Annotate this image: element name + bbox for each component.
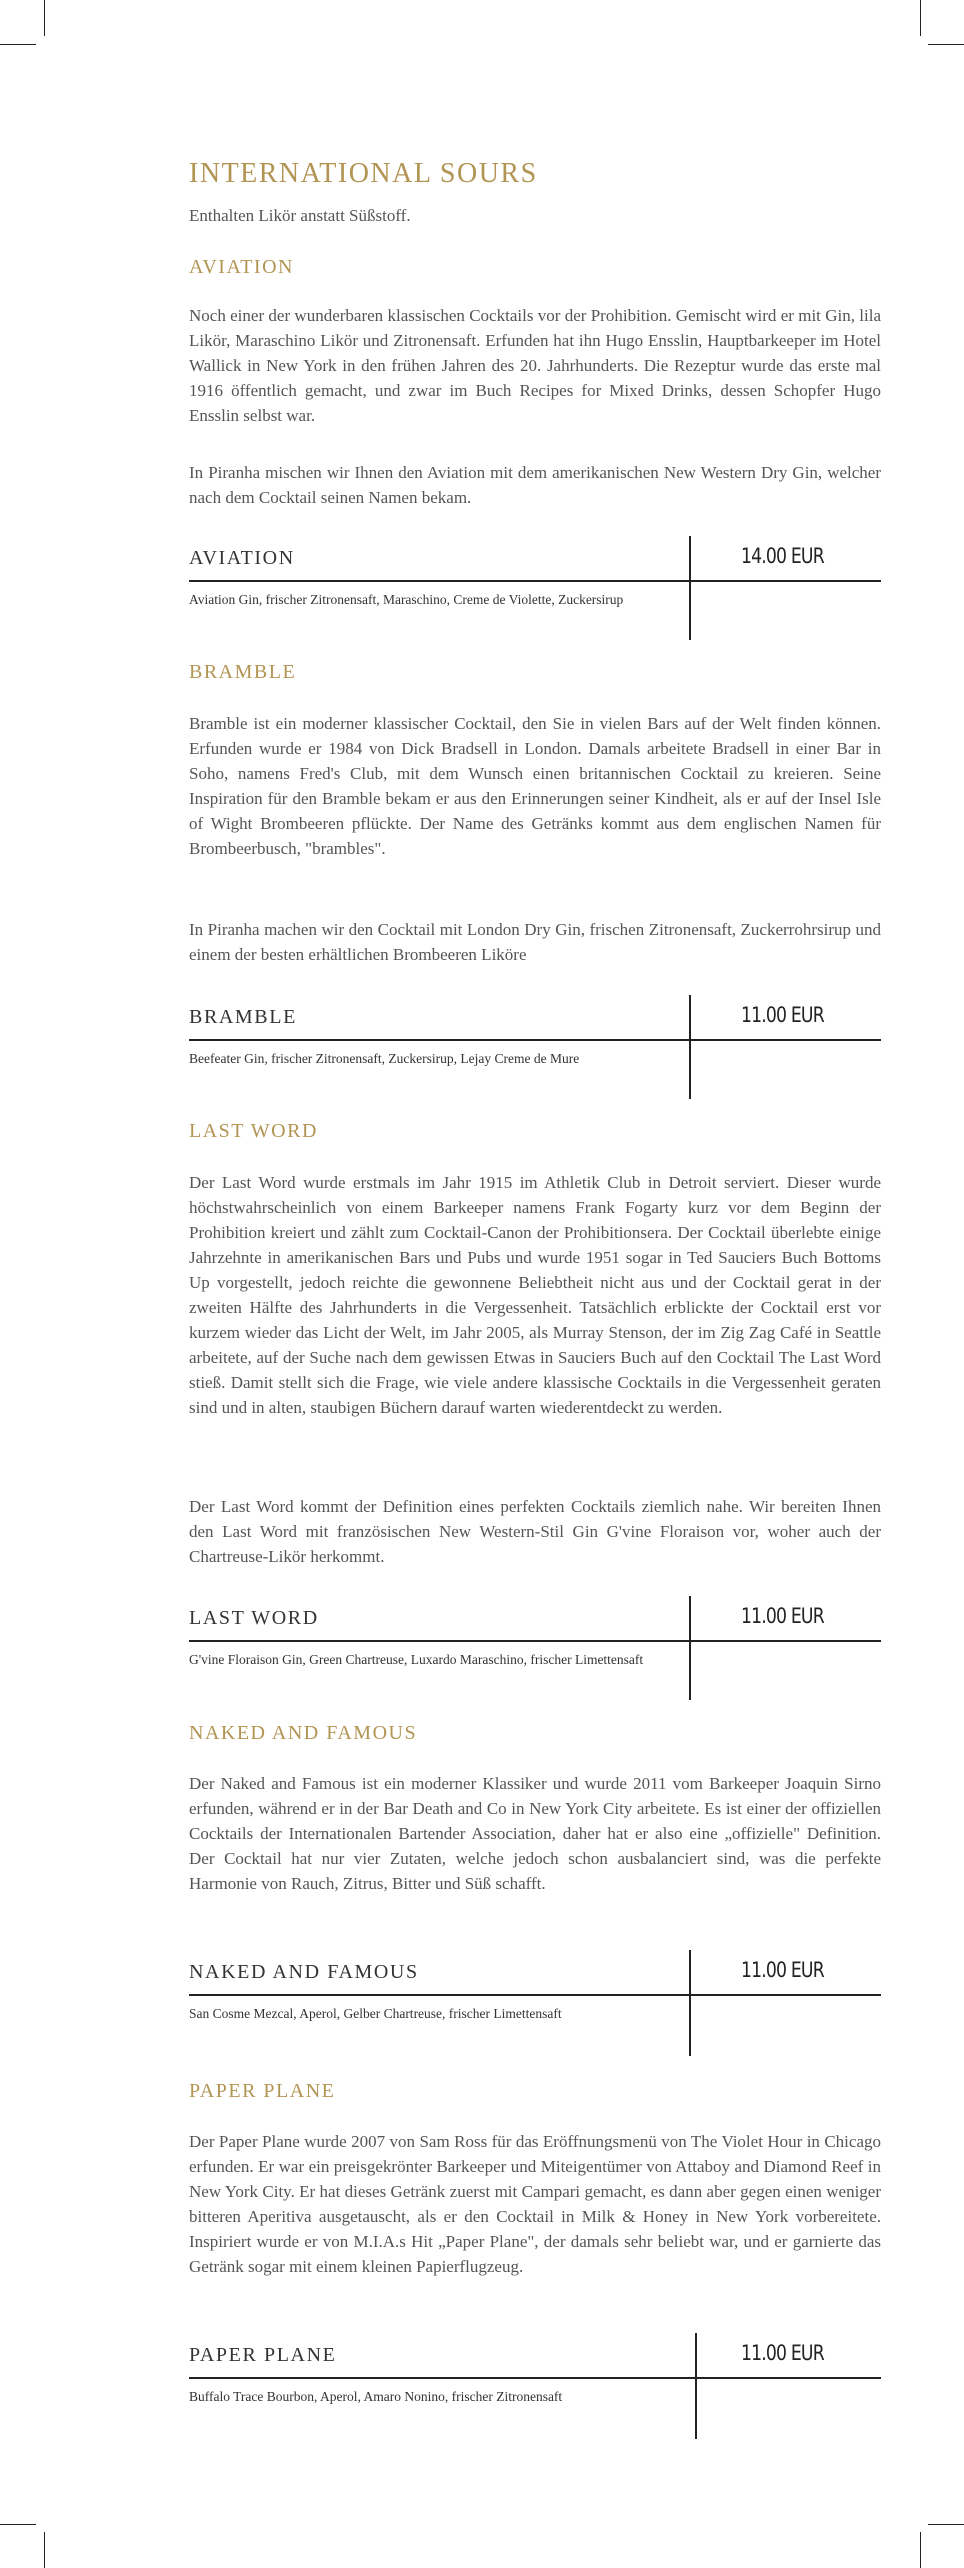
- item-ingredients: San Cosme Mezcal, Aperol, Gelber Chartreuse, frischer Limettensaft: [189, 2006, 562, 2021]
- divider: [189, 1039, 881, 1041]
- section-heading-last-word: LAST WORD: [189, 1120, 318, 1142]
- section-paragraph: Noch einer der wunderbaren klassischen Cocktails vor der Prohibition. Gemischt wird er mit Gin, lila Likör, Maraschino Likör und Zitronensaft. Erfunden hat ihn Hugo Ensslin, Hauptbarkeeper im Hotel Wallick in New York in den frühen Jahren des 20. Jahrhunderts. Die Rezeptur wurde das erste mal 1916 öffentlich gemacht, und zwar im Buch Recipes for Mixed Drinks, dessen Schopfer Hugo Ensslin selbst war.: [189, 306, 881, 425]
- divider: [695, 2333, 697, 2439]
- item-price: 11.00 EUR: [741, 1958, 824, 1982]
- section-paragraph: Der Last Word wurde erstmals im Jahr 1915 im Athletik Club in Detroit serviert. Dieser wurde höchstwahrscheinlich von einem Barkeeper namens Frank Fogarty kurz vor dem Beginn der Prohibition kreiert und zählt zum Cocktail-Canon der Prohibitionsera. Der Cocktail überlebte einige Jahrzehnte in amerikanischen Bars und Pubs und wurde 1951 sogar in Ted Sauciers Buch Bottoms Up vorgestellt, jedoch reichte die gewonnene Beliebtheit nicht aus und der Cocktail gerat in der zweiten Hälfte des Jahrhunderts in die Vergessenheit. Tatsächlich erblickte der Cocktail erst vor kurzem wieder das Licht der Welt, im Jahr 2005, als Murray Stenson, der im Zig Zag Café in Seattle arbeitete, auf der Suche nach dem gewissen Etwas in Sauciers Buch auf den Cocktail The Last Word stieß. Damit stellt sich die Frage, wie viele andere klassische Cocktails in die Vergessenheit geraten sind und in alten, staubigen Büchern darauf warten wiederentdeckt zu werden.: [189, 1173, 881, 1417]
- divider: [189, 580, 881, 582]
- crop-mark: [44, 2532, 45, 2568]
- page-subtitle: Enthalten Likör anstatt Süßstoff.: [189, 206, 411, 225]
- section-heading-bramble: BRAMBLE: [189, 661, 297, 683]
- section-heading-paper-plane: PAPER PLANE: [189, 2080, 336, 2102]
- divider: [689, 1950, 691, 2056]
- crop-mark: [920, 0, 921, 36]
- item-price: 11.00 EUR: [741, 1604, 824, 1628]
- crop-mark: [0, 44, 36, 45]
- item-ingredients: Beefeater Gin, frischer Zitronensaft, Zuckersirup, Lejay Creme de Mure: [189, 1051, 580, 1066]
- section-paragraph: Der Last Word kommt der Definition eines perfekten Cocktails ziemlich nahe. Wir bereiten Ihnen den Last Word mit französischen New Western-Stil Gin G'vine Floraison vor, woher auch der Chartreuse-Likör herkommt.: [189, 1497, 881, 1566]
- menu-item-last-word: [189, 1596, 881, 1700]
- menu-item-aviation: [189, 536, 881, 640]
- item-name: BRAMBLE: [189, 1006, 297, 1028]
- menu-item-bramble: [189, 995, 881, 1099]
- menu-item-paper-plane: [189, 2333, 881, 2439]
- item-name: PAPER PLANE: [189, 2344, 337, 2366]
- section-paragraph: In Piranha machen wir den Cocktail mit London Dry Gin, frischen Zitronensaft, Zuckerrohrsirup und einem der besten erhältlichen Brombeeren Liköre: [189, 920, 881, 964]
- divider: [189, 1640, 881, 1642]
- section-paragraph: In Piranha mischen wir Ihnen den Aviation mit dem amerikanischen New Western Dry Gin, welcher nach dem Cocktail seinen Namen bekam.: [189, 463, 881, 507]
- item-ingredients: G'vine Floraison Gin, Green Chartreuse, Luxardo Maraschino, frischer Limettensaft: [189, 1652, 644, 1667]
- divider: [189, 2377, 881, 2379]
- crop-mark: [44, 0, 45, 36]
- crop-mark: [0, 2524, 36, 2525]
- crop-mark: [920, 2532, 921, 2568]
- menu-item-naked-and-famous: [189, 1950, 881, 2056]
- divider: [189, 1994, 881, 1996]
- section-paragraph: Der Naked and Famous ist ein moderner Klassiker und wurde 2011 vom Barkeeper Joaquin Sirno erfunden, während er in der Bar Death and Co in New York City arbeitete. Es ist einer der offiziellen Cocktails der Internationalen Bartender Association, daher hat er also eine „offizielle" Definition. Der Cocktail hat nur vier Zutaten, welche jedoch schon ausbalanciert sind, was die perfekte Harmonie von Rauch, Zitrus, Bitter und Süß schafft.: [189, 1774, 881, 1893]
- section-heading-aviation: AVIATION: [189, 256, 294, 278]
- item-ingredients: Buffalo Trace Bourbon, Aperol, Amaro Nonino, frischer Zitronensaft: [189, 2389, 563, 2404]
- page-title: INTERNATIONAL SOURS: [189, 158, 538, 189]
- crop-mark: [928, 2524, 964, 2525]
- item-name: AVIATION: [189, 547, 295, 569]
- crop-mark: [928, 44, 964, 45]
- section-paragraph: Der Paper Plane wurde 2007 von Sam Ross für das Eröffnungsmenü von The Violet Hour in Chicago erfunden. Er war ein preisgekrönter Barkeeper und Miteigentümer von Attaboy and Diamond Reef in New York City. Er hat dieses Getränk zuerst mit Campari gemacht, es dann aber gegen einen weniger bitteren Aperitiva ausgetauscht, als er den Cocktail in Milk & Honey in New York vorbereitete. Inspiriert wurde er von M.I.A.s Hit „Paper Plane", der damals sehr beliebt war, und er garnierte das Getränk sogar mit einem kleinen Papierflugzeug.: [189, 2132, 881, 2276]
- divider: [689, 995, 691, 1099]
- item-ingredients: Aviation Gin, frischer Zitronensaft, Maraschino, Creme de Violette, Zuckersirup: [189, 592, 624, 607]
- item-price: 11.00 EUR: [741, 2341, 824, 2365]
- item-price: 14.00 EUR: [741, 544, 824, 568]
- divider: [689, 536, 691, 640]
- section-paragraph: Bramble ist ein moderner klassischer Cocktail, den Sie in vielen Bars auf der Welt finden können. Erfunden wurde er 1984 von Dick Bradsell in London. Damals arbeitete Bradsell in einer Bar in Soho, namens Fred's Club, mit dem Wunsch einen britannischen Cocktail zu kreieren. Seine Inspiration für den Bramble bekam er aus den Erinnerungen seiner Kindheit, als er auf der Insel Isle of Wight Brombeeren pflückte. Der Name des Getränks kommt aus dem englischen Namen für Brombeerbusch, "brambles".: [189, 714, 881, 858]
- divider: [689, 1596, 691, 1700]
- section-heading-naked-and-famous: NAKED AND FAMOUS: [189, 1722, 418, 1744]
- item-name: NAKED AND FAMOUS: [189, 1961, 419, 1983]
- item-name: LAST WORD: [189, 1607, 319, 1629]
- item-price: 11.00 EUR: [741, 1003, 824, 1027]
